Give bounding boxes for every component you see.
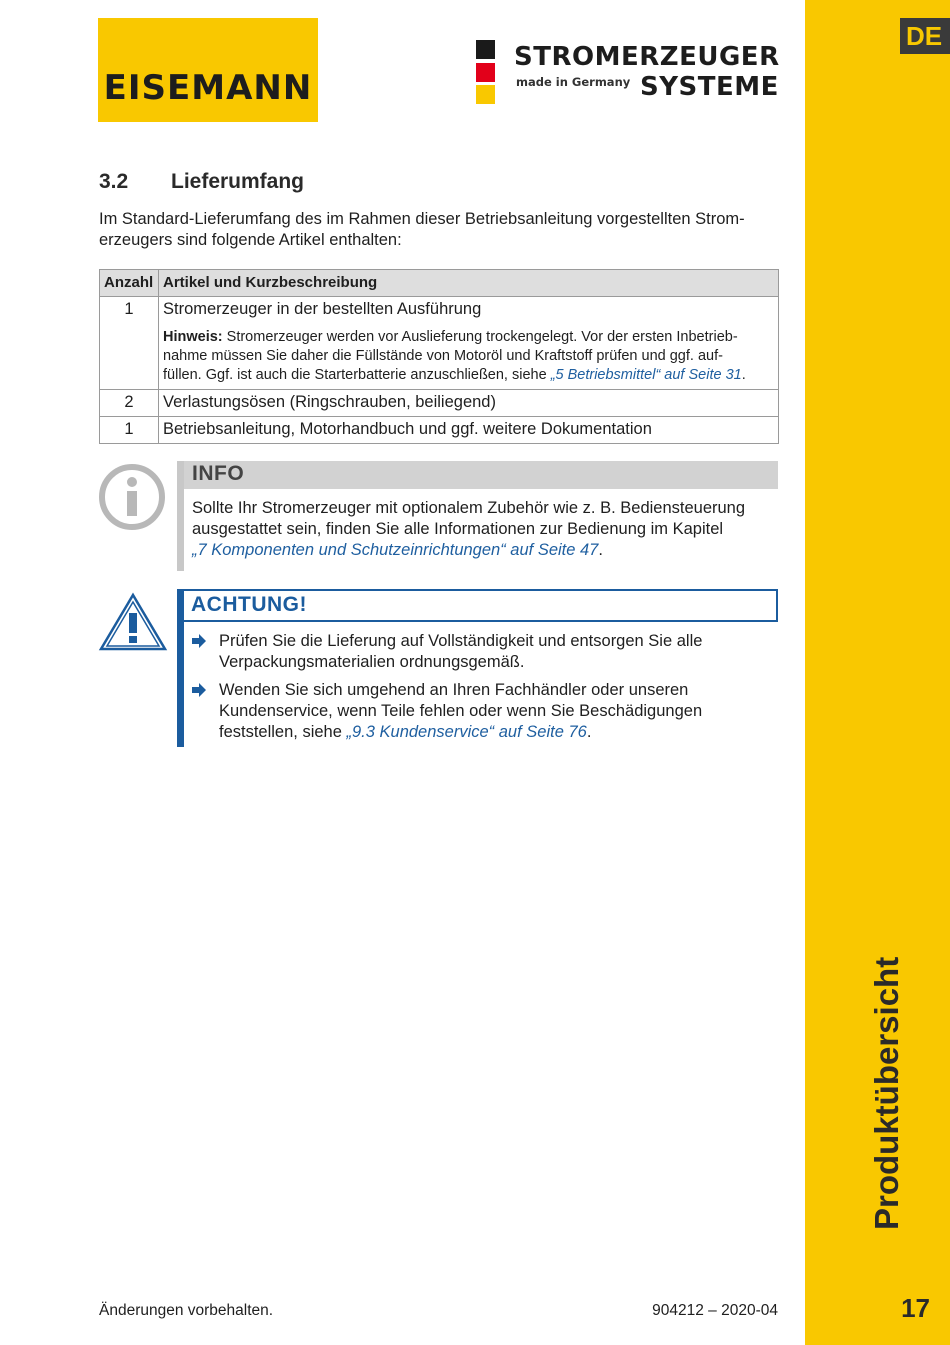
warning-heading: ACHTUNG! [191, 593, 307, 616]
info-line-1: Sollte Ihr Stromerzeuger mit optionalem Zubehör wie z. B. Bediensteuerung [192, 499, 746, 517]
section-number: 3.2 [99, 170, 129, 193]
table-cell-item [159, 297, 779, 390]
table-cell-qty: 2 [100, 390, 159, 417]
warning-side-bar [177, 589, 184, 747]
table-header-qty: Anzahl [100, 270, 159, 297]
page-number-text: 17 [901, 1293, 930, 1323]
intro-line-1: Im Standard-Lieferumfang des im Rahmen dieser Betriebsanleitung vorgestellten Strom- [99, 210, 745, 228]
warning-item-1-line-2: Verpackungsmaterialien ordnungsgemäß. [219, 653, 525, 671]
chapter-title-vertical: Produktübersicht [868, 956, 905, 1230]
list-item [192, 680, 782, 743]
brand-made-in: made in Germany [516, 75, 631, 89]
footer-disclaimer: Änderungen vorbehalten. [99, 1302, 274, 1319]
flag-stripe-black [476, 40, 495, 59]
page-number [805, 1293, 930, 1324]
table-cell-qty: 1 [100, 297, 159, 390]
table-row [100, 297, 779, 390]
warning-triangle-icon [98, 592, 168, 652]
section-title: Lieferumfang [171, 170, 305, 193]
warning-item-2-line-1: Wenden Sie sich umgehend an Ihren Fachhändler oder unseren [219, 681, 689, 699]
info-text [192, 498, 782, 561]
table-header-row [100, 270, 779, 297]
note-line-1: Stromerzeuger werden vor Auslieferung trockengelegt. Vor der ersten Inbetrieb- [222, 329, 738, 345]
warning-item-1-line-1: Prüfen Sie die Lieferung auf Vollständigkeit und entsorgen Sie alle [219, 632, 703, 650]
arrow-right-icon [192, 683, 206, 697]
list-item [192, 631, 782, 673]
info-line-2: ausgestattet sein, finden Sie alle Informationen zur Bedienung im Kapitel [192, 520, 724, 538]
warning-header [184, 589, 778, 622]
info-end: . [598, 541, 603, 559]
info-side-bar [177, 461, 184, 571]
logo-text: EISEMANN [103, 68, 313, 108]
language-badge: DE [900, 18, 950, 54]
arrow-right-icon [192, 634, 206, 648]
note-link[interactable]: „5 Betriebsmittel“ auf Seite 31 [550, 367, 742, 383]
info-heading: INFO [192, 462, 245, 485]
table-row [100, 390, 779, 417]
item-description: Stromerzeuger in der bestellten Ausführung [163, 300, 482, 318]
flag-stripe-red [476, 63, 495, 82]
warning-item-2-line-3: feststellen, siehe [219, 723, 347, 741]
note-line-2: nahme müssen Sie daher die Füllstände von Motoröl und Kraftstoff prüfen und ggf. auf- [163, 348, 723, 364]
table-cell-qty: 1 [100, 417, 159, 444]
table-cell-item: Betriebsanleitung, Motorhandbuch und ggf. weitere Dokumentation [159, 417, 779, 444]
warning-list [192, 631, 782, 750]
table-cell-item: Verlastungsösen (Ringschrauben, beiliegend) [159, 390, 779, 417]
info-icon [98, 463, 166, 531]
eisemann-logo [98, 18, 318, 122]
warning-item-2-link[interactable]: „9.3 Kundenservice“ auf Seite 76 [346, 723, 587, 741]
flag-stripe-gold [476, 85, 495, 104]
table-row [100, 417, 779, 444]
info-header [184, 461, 778, 489]
note-line-3: füllen. Ggf. ist auch die Starterbatterie anzuschließen, siehe [163, 367, 551, 383]
section-intro [99, 209, 779, 251]
intro-line-2: erzeugers sind folgende Artikel enthalten: [99, 231, 402, 249]
german-flag-icon [476, 40, 495, 104]
warning-item-2-line-2: Kundenservice, wenn Teile fehlen oder wenn Sie Beschädigungen [219, 702, 703, 720]
delivery-table [99, 269, 779, 444]
brand-title-line1: STROMERZEUGER [514, 42, 780, 72]
brand-title-line2: SYSTEME [640, 72, 779, 102]
footer-doc-id: 904212 – 2020-04 [652, 1302, 778, 1319]
note-end: . [741, 367, 746, 383]
warning-item-2-end: . [586, 723, 592, 741]
note-label: Hinweis: [163, 329, 223, 345]
item-note [163, 328, 772, 385]
table-header-item: Artikel und Kurzbeschreibung [159, 270, 779, 297]
info-link[interactable]: „7 Komponenten und Schutzeinrichtungen“ auf Seite 47 [192, 541, 599, 559]
